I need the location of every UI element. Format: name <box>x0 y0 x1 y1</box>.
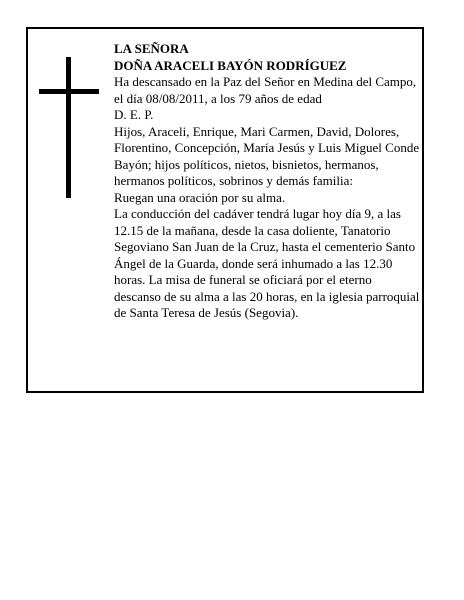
family-list: Hijos, Araceli, Enrique, Mari Carmen, David, Dolores, Florentino, Concepción, María Jesús y Luis Miguel Conde Bayón; hijos políticos, nietos, bisnietos, hermanos, hermanos políticos, sobrinos y demás familia: <box>114 123 420 188</box>
deceased-name: DOÑA ARACELI BAYÓN RODRÍGUEZ <box>114 57 347 73</box>
cross-vertical-bar <box>66 57 71 198</box>
funeral-details: La conducción del cadáver tendrá lugar hoy día 9, a las 12.15 de la mañana, desde la casa doliente, Tanatorio Segoviano San Juan de la Cruz, hasta el cementerio Santo Ángel de la Guarda, donde será inhumado a las 12.30 horas. La misa de funeral se oficiará por el eterno descanso de su alma a las 20 horas, en la iglesia parroquial de Santa Teresa de Jesús (Segovia). <box>114 206 420 320</box>
notice-title: LA SEÑORA <box>114 41 189 56</box>
cross-icon <box>39 57 99 198</box>
rip-line: D. E. P. <box>114 107 154 122</box>
death-announcement: Ha descansado en la Paz del Señor en Medina del Campo, el día 08/08/2011, a los 79 años de edad <box>114 74 417 106</box>
cross-horizontal-bar <box>39 89 99 94</box>
notice-text <box>114 41 420 322</box>
obituary-notice <box>26 27 424 393</box>
prayer-request: Ruegan una oración por su alma. <box>114 189 286 205</box>
